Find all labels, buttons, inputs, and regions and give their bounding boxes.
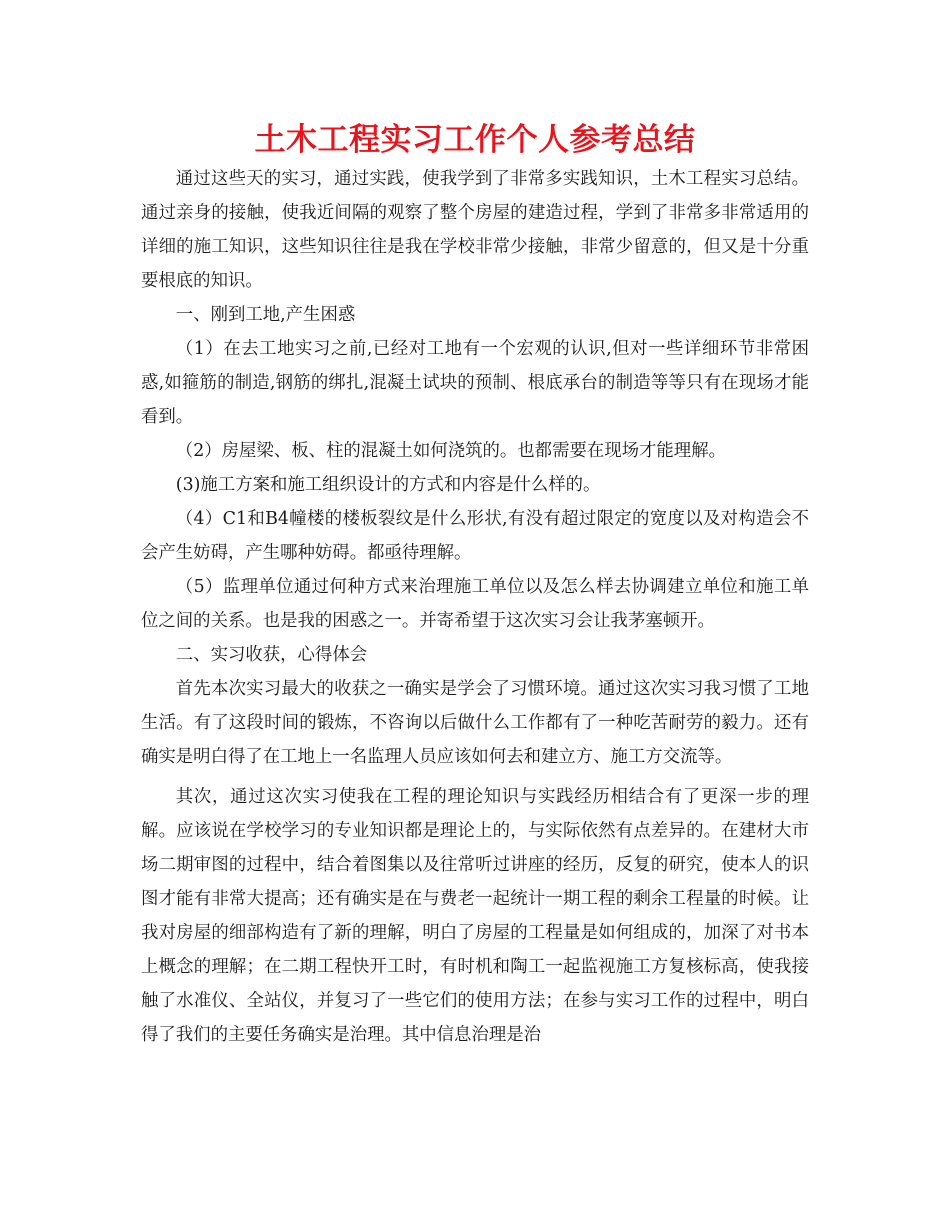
paragraph-intro: 通过这些天的实习，通过实践，使我学到了非常多实践知识，土木工程实习总结。通过亲身的接触，使我近间隔的观察了整个房屋的建造过程，学到了非常多非常适用的详细的施工知识，这些知识往往是我在学校非常少接触，非常少留意的，但又是十分重要根底的知识。: [141, 169, 809, 291]
section-heading-1: 一、刚到工地,产生困惑: [175, 305, 356, 325]
paragraph-item-1: （1）在去工地实习之前,已经对工地有一个宏观的认识,但对一些详细环节非常困惑,如箍筋的制造,钢筋的绑扎,混凝土试块的预制、根底承台的制造等等只有在现场才能看到。: [141, 339, 809, 427]
paragraph-item-5: （5）监理单位通过何种方式来治理施工单位以及怎么样去协调建立单位和施工单位之间的关系。也是我的困惑之一。并寄希望于这次实习会让我茅塞顿开。: [141, 577, 809, 631]
paragraph-item-2: （2）房屋梁、板、柱的混凝土如何浇筑的。也都需要在现场才能理解。: [175, 441, 726, 461]
document-title: 土木工程实习工作个人参考总结: [254, 122, 696, 158]
paragraph-harvest-first: 首先本次实习最大的收获之一确实是学会了习惯环境。通过这次实习我习惯了工地生活。有了这段时间的锻炼，不咨询以后做什么工作都有了一种吃苦耐劳的毅力。还有确实是明白得了在工地上一名监理人员应该如何去和建立方、施工方交流等。: [141, 679, 809, 767]
document-body: [141, 162, 809, 1052]
paragraph-harvest-second: 其次，通过这次实习使我在工程的理论知识与实践经历相结合有了更深一步的理解。应该说在学校学习的专业知识都是理论上的，与实际依然有点差异的。在建材大市场二期审图的过程中，结合着图集以及往常听过讲座的经历，反复的研究，使本人的识图才能有非常大提高；还有确实是在与费老一起统计一期工程的剩余工程量的时候。让我对房屋的细部构造有了新的理解，明白了房屋的工程量是如何组成的，加深了对书本上概念的理解；在二期工程快开工时，有时机和陶工一起监视施工方复核标高，使我接触了水准仪、全站仪，并复习了一些它们的使用方法；在参与实习工作的过程中，明白得了我们的主要任务确实是治理。其中信息治理是治: [141, 787, 809, 1045]
paragraph-item-4: （4）C1和B4幢楼的楼板裂纹是什么形状,有没有超过限定的宽度以及对构造会不会产生妨碍，产生哪种妨碍。都亟待理解。: [141, 509, 809, 563]
paragraph-item-3: (3)施工方案和施工组织设计的方式和内容是什么样的。: [175, 475, 601, 495]
section-heading-2: 二、实习收获，心得体会: [175, 645, 368, 665]
